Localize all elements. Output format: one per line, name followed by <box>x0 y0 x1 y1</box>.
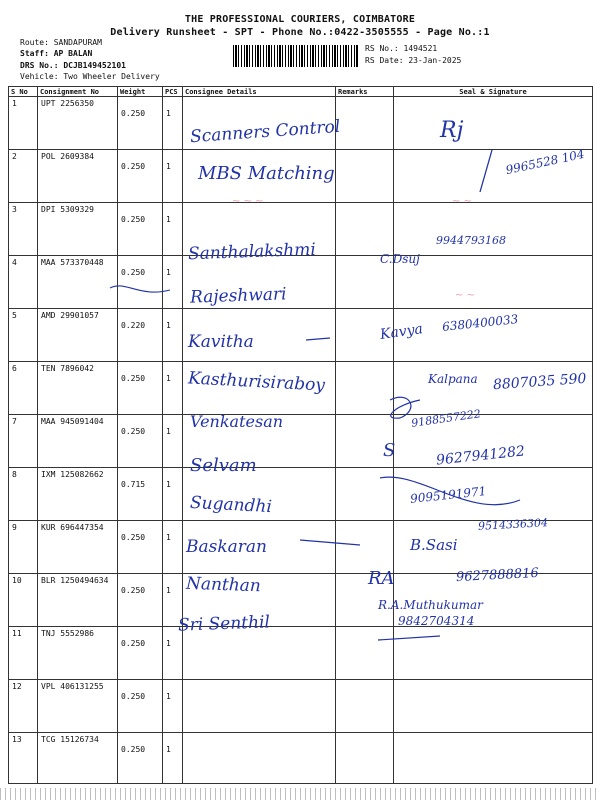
cell-pcs: 1 <box>163 150 183 203</box>
faded-stamp: ~ ~ <box>452 196 472 207</box>
cell-pcs: 1 <box>163 97 183 150</box>
cell-sno: 6 <box>9 362 38 415</box>
cell-weight: 0.250 <box>118 574 163 627</box>
cell-pcs: 1 <box>163 362 183 415</box>
handwritten-consignee: Nanthan <box>185 573 262 597</box>
cell-sno: 12 <box>9 680 38 733</box>
handwritten-consignee: Kasthurisiraboy <box>187 368 326 396</box>
pen-stroke <box>306 338 330 340</box>
handwritten-consignee: MBS Matching <box>198 163 335 184</box>
cell-consignment: MAA 573370448 <box>38 256 118 309</box>
cell-pcs: 1 <box>163 627 183 680</box>
cell-consignment: TNJ 5552986 <box>38 627 118 680</box>
route-label: Route: <box>20 38 49 47</box>
handwritten-consignee: Selvam <box>190 455 257 476</box>
handwritten-signature: C.Dsuj <box>380 252 420 266</box>
handwritten-phone: 9944793168 <box>436 234 506 247</box>
handwritten-consignee: Venkatesan <box>190 412 284 431</box>
handwritten-signature: Kalpana <box>428 372 478 386</box>
handwritten-phone: 6380400033 <box>441 312 519 334</box>
cell-weight: 0.250 <box>118 415 163 468</box>
cell-pcs: 1 <box>163 680 183 733</box>
cell-pcs: 1 <box>163 574 183 627</box>
cell-consignment: IXM 125082662 <box>38 468 118 521</box>
handwritten-signature: RA <box>368 568 395 589</box>
handwritten-phone: 8807035 590 <box>492 370 587 394</box>
cell-weight: 0.250 <box>118 733 163 784</box>
cell-sno: 7 <box>9 415 38 468</box>
vehicle-label: Vehicle: <box>20 72 59 81</box>
cell-weight: 0.250 <box>118 680 163 733</box>
cell-weight: 0.250 <box>118 97 163 150</box>
handwritten-signature: B.Sasi <box>410 536 458 554</box>
pen-stroke <box>380 477 520 505</box>
cell-consignment: AMD 29901057 <box>38 309 118 362</box>
cell-pcs: 1 <box>163 309 183 362</box>
handwritten-phone: 9514336304 <box>477 516 549 533</box>
cell-sno: 11 <box>9 627 38 680</box>
cell-weight: 0.715 <box>118 468 163 521</box>
cell-sno: 8 <box>9 468 38 521</box>
cell-consignment: VPL 406131255 <box>38 680 118 733</box>
handwritten-signature: R.A.Muthukumar <box>378 598 483 612</box>
handwritten-consignee: Rajeshwari <box>189 284 287 308</box>
handwritten-consignee: Sugandhi <box>189 492 273 518</box>
cell-sno: 5 <box>9 309 38 362</box>
col-header-signature: Seal & Signature <box>394 87 593 97</box>
faded-stamp: ~ ~ ~ <box>232 196 264 207</box>
cell-sno: 13 <box>9 733 38 784</box>
cell-pcs: 1 <box>163 733 183 784</box>
col-header-consignment: Consignment No <box>38 87 118 97</box>
handwritten-phone: 9965528 104 <box>504 146 586 178</box>
rs-number: RS No.: 1494521 <box>365 44 438 53</box>
cell-weight: 0.250 <box>118 627 163 680</box>
rs-date: RS Date: 23-Jan-2025 <box>365 56 462 65</box>
handwritten-phone: 9842704314 <box>398 614 475 628</box>
pen-stroke <box>110 286 170 292</box>
cell-sno: 1 <box>9 97 38 150</box>
cell-pcs: 1 <box>163 203 183 256</box>
col-header-consignee: Consignee Details <box>183 87 336 97</box>
cell-weight: 0.250 <box>118 256 163 309</box>
drs-value: DCJB149452101 <box>63 61 126 70</box>
handwritten-phone: 9627888816 <box>455 565 540 586</box>
cell-consignment: BLR 1250494634 <box>38 574 118 627</box>
cell-consignment: KUR 696447354 <box>38 521 118 574</box>
handwritten-consignee: Sri Senthil <box>177 612 271 636</box>
cell-weight: 0.250 <box>118 150 163 203</box>
cell-pcs: 1 <box>163 256 183 309</box>
handwritten-phone: 9188557222 <box>410 407 482 430</box>
cell-sno: 10 <box>9 574 38 627</box>
cell-weight: 0.250 <box>118 203 163 256</box>
runsheet-subtitle: Delivery Runsheet - SPT - Phone No.:0422-3505555 - Page No.:1 <box>110 27 490 38</box>
cell-weight: 0.220 <box>118 309 163 362</box>
pen-stroke <box>378 636 440 640</box>
cell-sno: 9 <box>9 521 38 574</box>
handwritten-consignee: Kavitha <box>188 332 254 352</box>
route-value: SANDAPURAM <box>53 38 102 47</box>
cell-pcs: 1 <box>163 415 183 468</box>
pen-stroke <box>300 540 360 545</box>
handwritten-phone: 9627941282 <box>435 443 526 469</box>
cell-pcs: 1 <box>163 468 183 521</box>
cell-consignment: MAA 945091404 <box>38 415 118 468</box>
pen-stroke <box>390 397 420 418</box>
pen-stroke <box>480 150 492 192</box>
handwritten-signature: S <box>383 440 396 461</box>
handwritten-phone: 9095191971 <box>409 484 487 506</box>
col-header-pcs: PCS <box>163 87 183 97</box>
cell-sno: 3 <box>9 203 38 256</box>
col-header-sno: S No <box>9 87 38 97</box>
handwritten-consignee: Baskaran <box>186 537 267 557</box>
drs-label: DRS No.: <box>20 61 59 70</box>
cell-weight: 0.250 <box>118 521 163 574</box>
vehicle-value: Two Wheeler Delivery <box>63 72 160 81</box>
scan-artifact <box>0 788 600 800</box>
cell-consignment: DPI 5309329 <box>38 203 118 256</box>
handwritten-consignee: Scanners Control <box>189 116 341 148</box>
cell-pcs: 1 <box>163 521 183 574</box>
handwritten-signature: Rj <box>440 118 464 143</box>
company-title: THE PROFESSIONAL COURIERS, COIMBATORE <box>184 14 416 25</box>
col-header-weight: Weight <box>118 87 163 97</box>
cell-consignment: TEN 7896042 <box>38 362 118 415</box>
cell-weight: 0.250 <box>118 362 163 415</box>
col-header-remarks: Remarks <box>336 87 394 97</box>
handwritten-consignee: Santhalakshmi <box>187 239 317 265</box>
cell-sno: 2 <box>9 150 38 203</box>
cell-consignment: TCG 15126734 <box>38 733 118 784</box>
cell-sno: 4 <box>9 256 38 309</box>
cell-consignment: POL 2609384 <box>38 150 118 203</box>
staff-label: Staff: <box>20 49 49 58</box>
handwritten-signature: Kavya <box>379 321 424 343</box>
staff-value: AP BALAN <box>53 49 93 58</box>
cell-consignment: UPT 2256350 <box>38 97 118 150</box>
faded-stamp: ~ ~ <box>455 290 475 301</box>
